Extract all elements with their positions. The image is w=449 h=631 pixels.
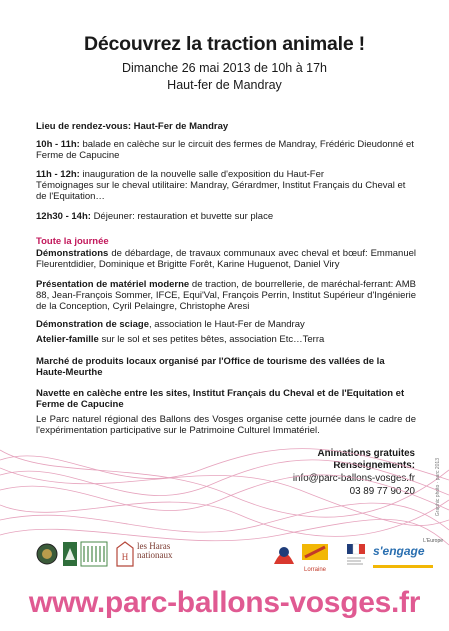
program-item (36, 211, 416, 222)
demo-text: de débardage, de travaux communaux avec cheval et bœuf: Emmanuel Fleurentdidier, Dominique et Brigitte Forêt, Karine Huguenot, Daniel Viry (36, 248, 417, 271)
program-text: balade en calèche sur le circuit des fermes de Mandray, Frédéric Dieudonné et Ferme de Capucine (36, 139, 414, 162)
ferme-logo (80, 540, 108, 568)
program-text: Déjeuner: restauration et buvette sur place (93, 211, 274, 222)
contact-phone: 03 89 77 90 20 (349, 486, 415, 497)
contact-email[interactable]: info@parc-ballons-vosges.fr (292, 473, 415, 484)
partner-logos (0, 540, 449, 580)
program-time: 11h - 12h: (36, 169, 80, 180)
demo-text: , association le Haut-Fer de Mandray (148, 319, 305, 330)
page-title: Découvrez la traction animale ! (84, 33, 365, 55)
haras-logo-icon (115, 540, 135, 568)
demo-label: Atelier-famille (36, 334, 99, 345)
demonstrations (36, 248, 416, 270)
photo-credit: Graphic photo · parc 2013 (435, 458, 441, 517)
mandray-logo (62, 540, 78, 568)
program-item (36, 139, 416, 161)
lorraine-icon (300, 542, 330, 562)
svg-text:H: H (121, 552, 129, 562)
demo-text: de traction, de bourrellerie, de maréchal-ferrant: AMB 88, Jean-François Sommer, IFCE, Equi'Val, François Perrin, Institut Supérieur d'Ingénierie de la Conception, Cyril Pelaingre, Christophe Aresi (36, 279, 417, 313)
europe-logo: L'Europe s'engage (373, 538, 443, 576)
event-date: Dimanche 26 mai 2013 de 10h à 17h (121, 61, 327, 75)
website-link[interactable]: www.parc-ballons-vosges.fr (28, 586, 421, 619)
demo-label: Démonstrations (36, 248, 109, 259)
all-day-heading: Toute la journée (36, 236, 109, 247)
event-location: Haut-fer de Mandray (167, 78, 282, 92)
europe-bar (373, 563, 433, 571)
meeting-place: Lieu de rendez-vous: Haut-Fer de Mandray (36, 121, 229, 132)
family-workshop (36, 334, 416, 345)
program-time: 12h30 - 14h: (36, 211, 91, 222)
lorraine-logo: Lorraine (300, 542, 330, 573)
demo-label: Démonstration de sciage (36, 319, 149, 330)
info-label: Renseignements: (333, 460, 415, 471)
shuttle-info: Navette en calèche entre les sites, Institut Français du Cheval et de l'Equitation et Ferme de Capucine (36, 388, 405, 411)
material-presentation (36, 279, 416, 313)
program-time: 10h - 11h: (36, 139, 80, 150)
program-text-line2: Témoignages sur le cheval utilitaire: Mandray, Gérardmer, Institut Français du Cheval et de l'Equitation… (36, 180, 406, 203)
demo-label: Présentation de matériel moderne (36, 279, 190, 290)
park-note: Le Parc naturel régional des Ballons des Vosges organise cette journée dans le cadre de l'expérimentation participative sur le Patrimoine Culturel Immatériel. (36, 414, 416, 437)
region-logo (271, 540, 297, 568)
republic-logo (345, 540, 369, 568)
program-item (36, 169, 416, 203)
program-text: inauguration de la nouvelle salle d'exposition du Haut-Fer (82, 169, 325, 180)
local-market: Marché de produits locaux organisé par l'Office de tourisme des vallées de la Haute-Meurthe (36, 356, 385, 379)
demo-text: sur le sol et ses petites bêtes, association Etc…Terra (101, 334, 325, 345)
sawing-demo (36, 319, 416, 330)
free-activities: Animations gratuites (317, 448, 415, 459)
pnr-logo (36, 540, 58, 568)
haras-logo-text: les Haras nationaux (137, 541, 173, 560)
